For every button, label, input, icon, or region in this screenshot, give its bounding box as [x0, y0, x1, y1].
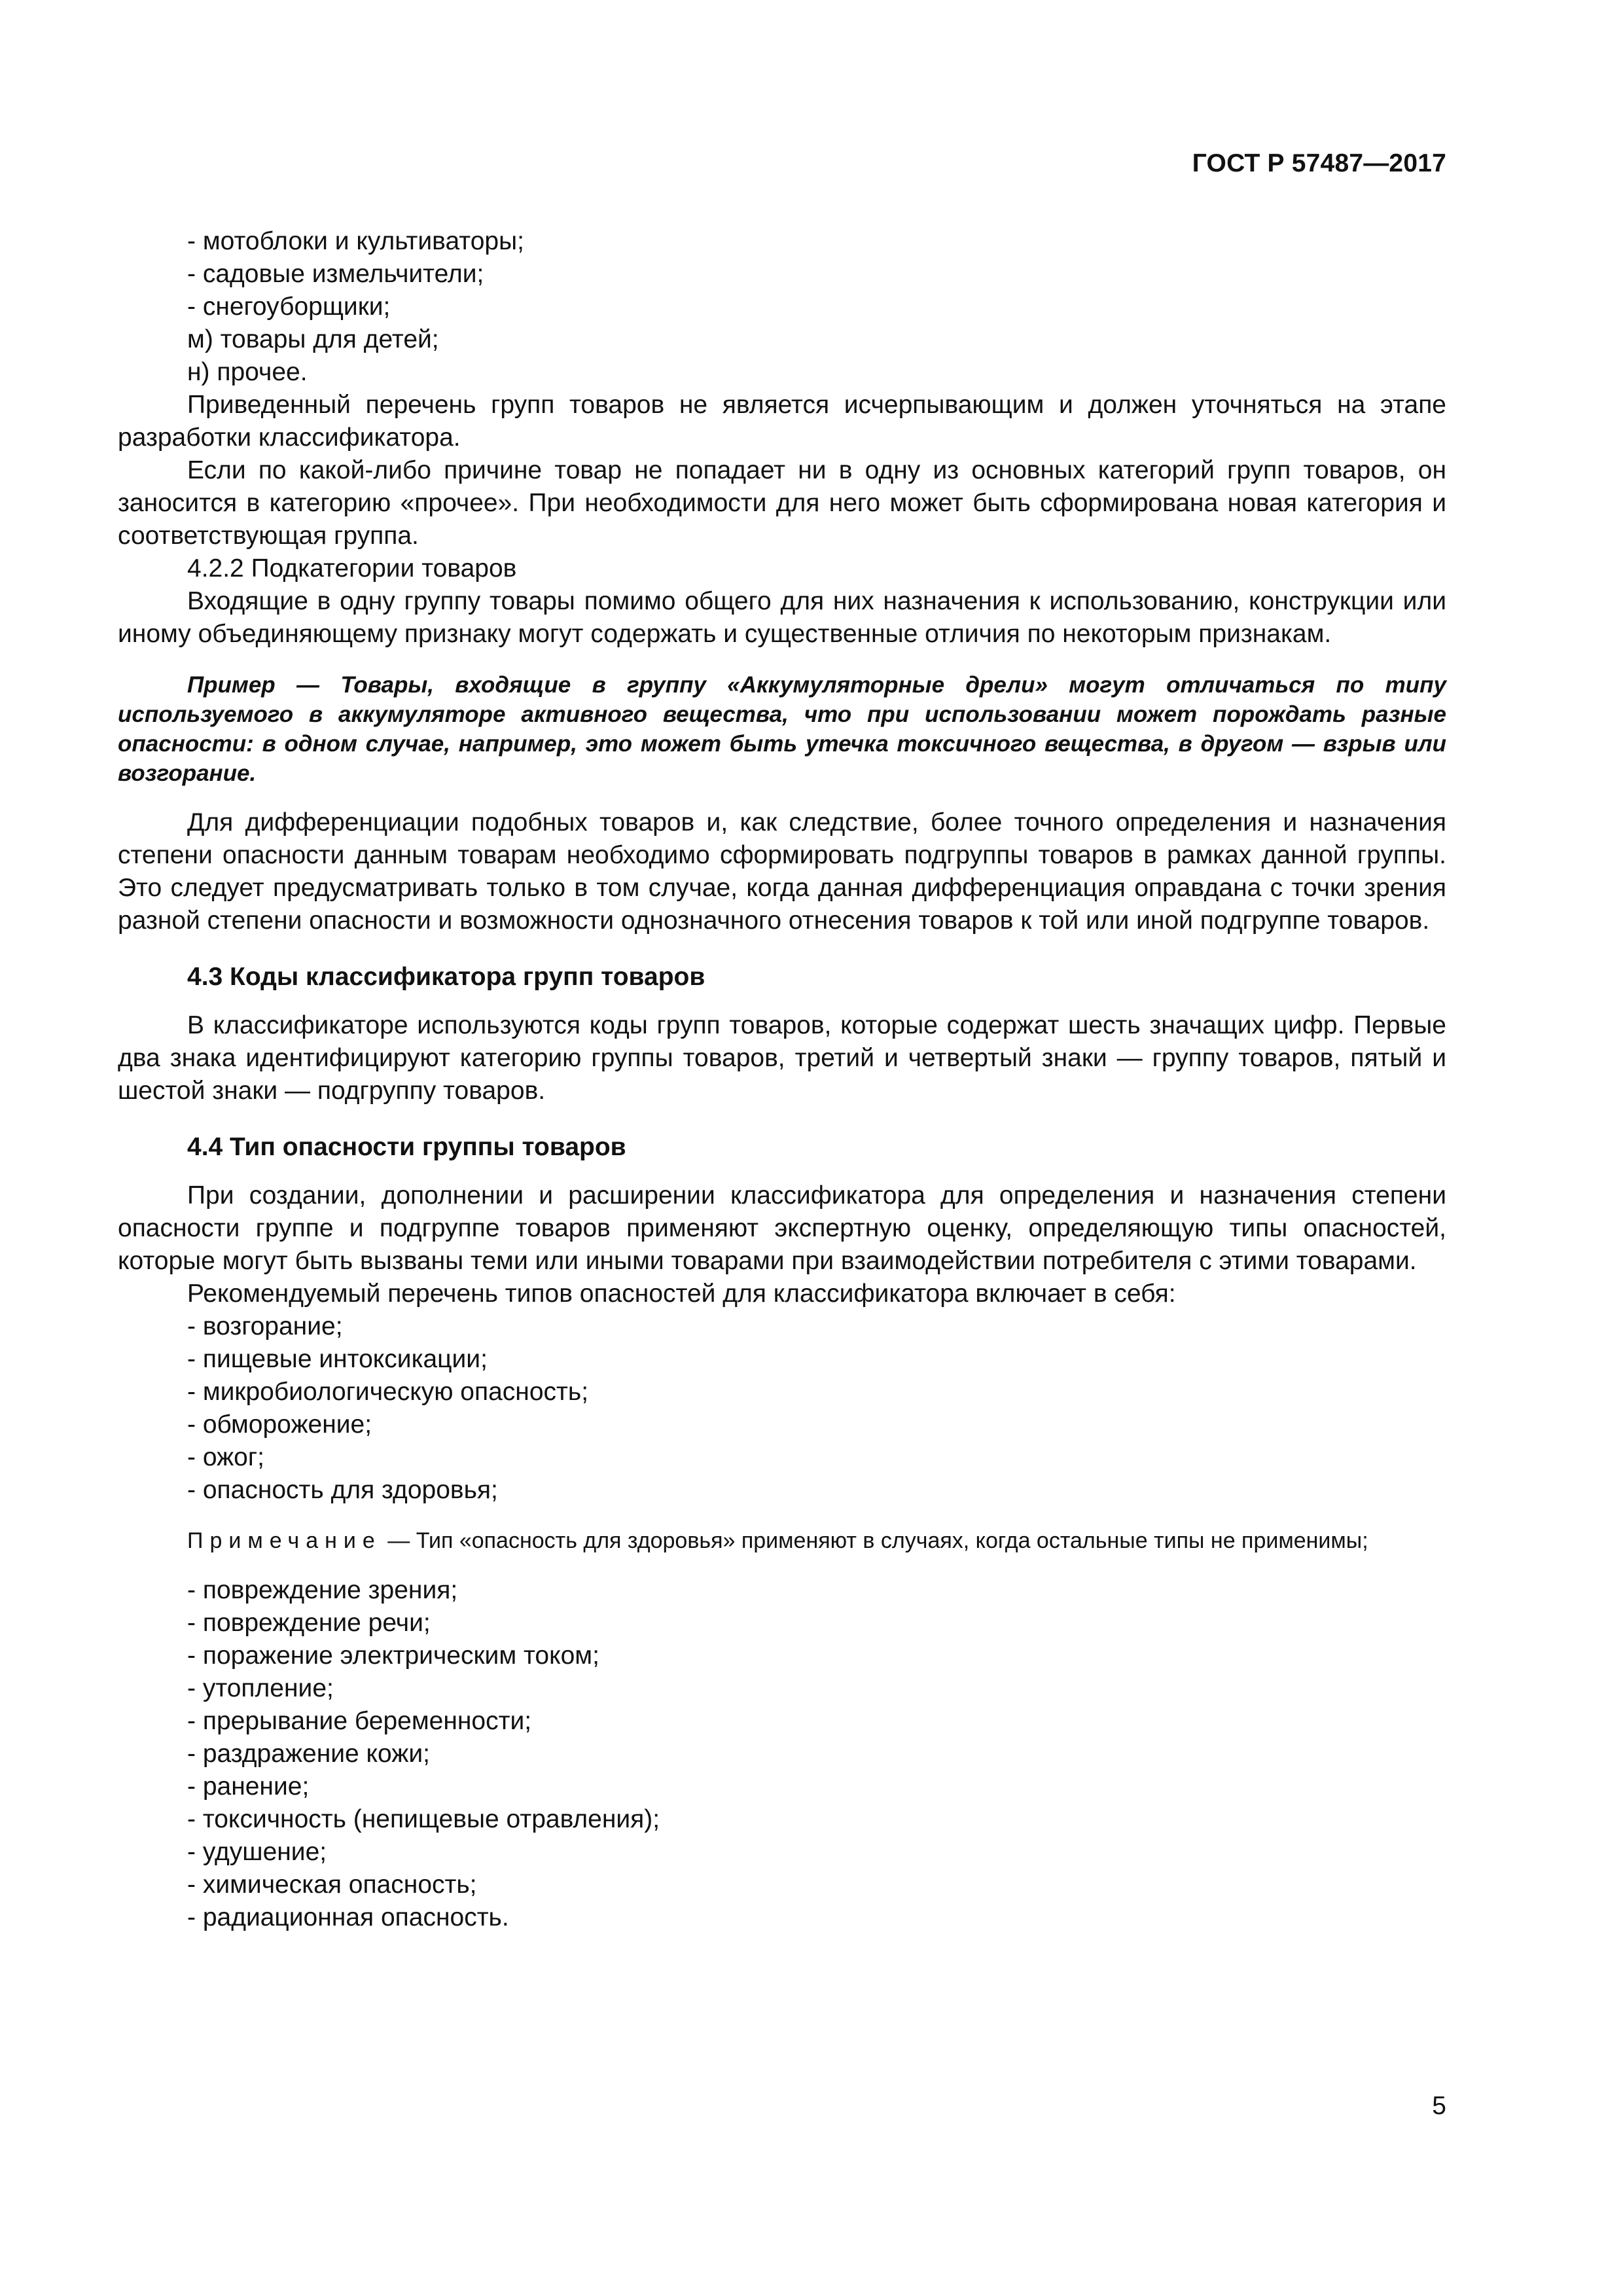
- page-number: 5: [1432, 2092, 1446, 2120]
- hazard-list-item: - опасность для здоровья;: [187, 1476, 498, 1504]
- hazard-list-item: - прерывание беременности;: [187, 1707, 532, 1735]
- section-heading-4-4: 4.4 Тип опасности группы товаров: [187, 1133, 626, 1161]
- hazard-list-item: - микробиологическую опасность;: [187, 1378, 589, 1406]
- example-block: Пример — Товары, входящие в группу «Аккумуляторные дрели» могут отличаться по типу используемого в аккумуляторе активного вещества, что при использовании может порождать разные опасности: в одном случае, например, это может быть утечка токсичного вещества, в другом — взрыв или возгорание.: [118, 672, 1446, 786]
- paragraph: Если по какой-либо причине товар не попадает ни в одну из основных категорий групп товаров, он заносится в категорию «прочее». При необходимости для него может быть сформирована новая категория и соответствующая группа.: [118, 456, 1446, 550]
- section-heading-4-3: 4.3 Коды классификатора групп товаров: [187, 963, 705, 991]
- hazard-list-item: - ранение;: [187, 1772, 310, 1801]
- hazard-list-item: - пищевые интоксикации;: [187, 1345, 488, 1373]
- document-code-header: ГОСТ Р 57487—2017: [1192, 149, 1446, 177]
- hazard-list-item: - повреждение речи;: [187, 1609, 431, 1637]
- paragraph: В классификаторе используются коды групп товаров, которые содержат шесть значащих цифр. Первые два знака идентифицируют категорию группы товаров, третий и четвертый знаки — группу товаров, пятый и шестой знаки — подгруппу товаров.: [118, 1011, 1446, 1105]
- hazard-list-item: - радиационная опасность.: [187, 1903, 509, 1931]
- list-item: н) прочее.: [187, 358, 308, 386]
- note-block: [118, 1526, 1446, 1556]
- hazard-list-item: - токсичность (непищевые отравления);: [187, 1805, 660, 1833]
- paragraph: Рекомендуемый перечень типов опасностей для классификатора включает в себя:: [187, 1280, 1176, 1308]
- list-item: - снегоуборщики;: [187, 293, 391, 321]
- hazard-list-item: - раздражение кожи;: [187, 1740, 431, 1768]
- hazard-list-item: - ожог;: [187, 1443, 264, 1471]
- hazard-list-item: - поражение электрическим током;: [187, 1641, 599, 1670]
- paragraph: Для дифференциации подобных товаров и, как следствие, более точного определения и назначения степени опасности данным товарам необходимо сформировать подгруппы товаров в рамках данной группы. Это следует предусматривать только в том случае, когда данная дифференциация оправдана с точки зрения разной степени опасности и возможности однозначного отнесения товаров к той или иной подгруппе товаров.: [118, 808, 1446, 935]
- hazard-list-item: - химическая опасность;: [187, 1871, 477, 1899]
- list-item: м) товары для детей;: [187, 325, 439, 353]
- document-page: [118, 0, 1446, 2296]
- hazard-list-item: - удушение;: [187, 1838, 327, 1866]
- paragraph: Входящие в одну группу товары помимо общего для них назначения к использованию, конструкции или иному объединяющему признаку могут содержать и существенные отличия по некоторым признакам.: [118, 587, 1446, 648]
- paragraph: При создании, дополнении и расширении классификатора для определения и назначения степени опасности группе и подгруппе товаров применяют экспертную оценку, определяющую типы опасностей, которые могут быть вызваны теми или иными товарами при взаимодействии потребителя с этими товарами.: [118, 1181, 1446, 1275]
- hazard-list-item: - возгорание;: [187, 1312, 343, 1340]
- paragraph: Приведенный перечень групп товаров не является исчерпывающим и должен уточняться на этапе разработки классификатора.: [118, 391, 1446, 452]
- note-text: — Тип «опасность для здоровья» применяют в случаях, когда остальные типы не применимы;: [381, 1528, 1368, 1553]
- list-item: - садовые измельчители;: [187, 260, 484, 288]
- hazard-list-item: - утопление;: [187, 1674, 334, 1702]
- document-body: [118, 225, 1446, 1934]
- subsection-heading-4-2-2: 4.2.2 Подкатегории товаров: [187, 554, 517, 583]
- note-label: Примечание: [187, 1528, 382, 1553]
- hazard-list-item: - обморожение;: [187, 1410, 372, 1439]
- list-item: - мотоблоки и культиваторы;: [187, 227, 524, 255]
- hazard-list-item: - повреждение зрения;: [187, 1576, 458, 1604]
